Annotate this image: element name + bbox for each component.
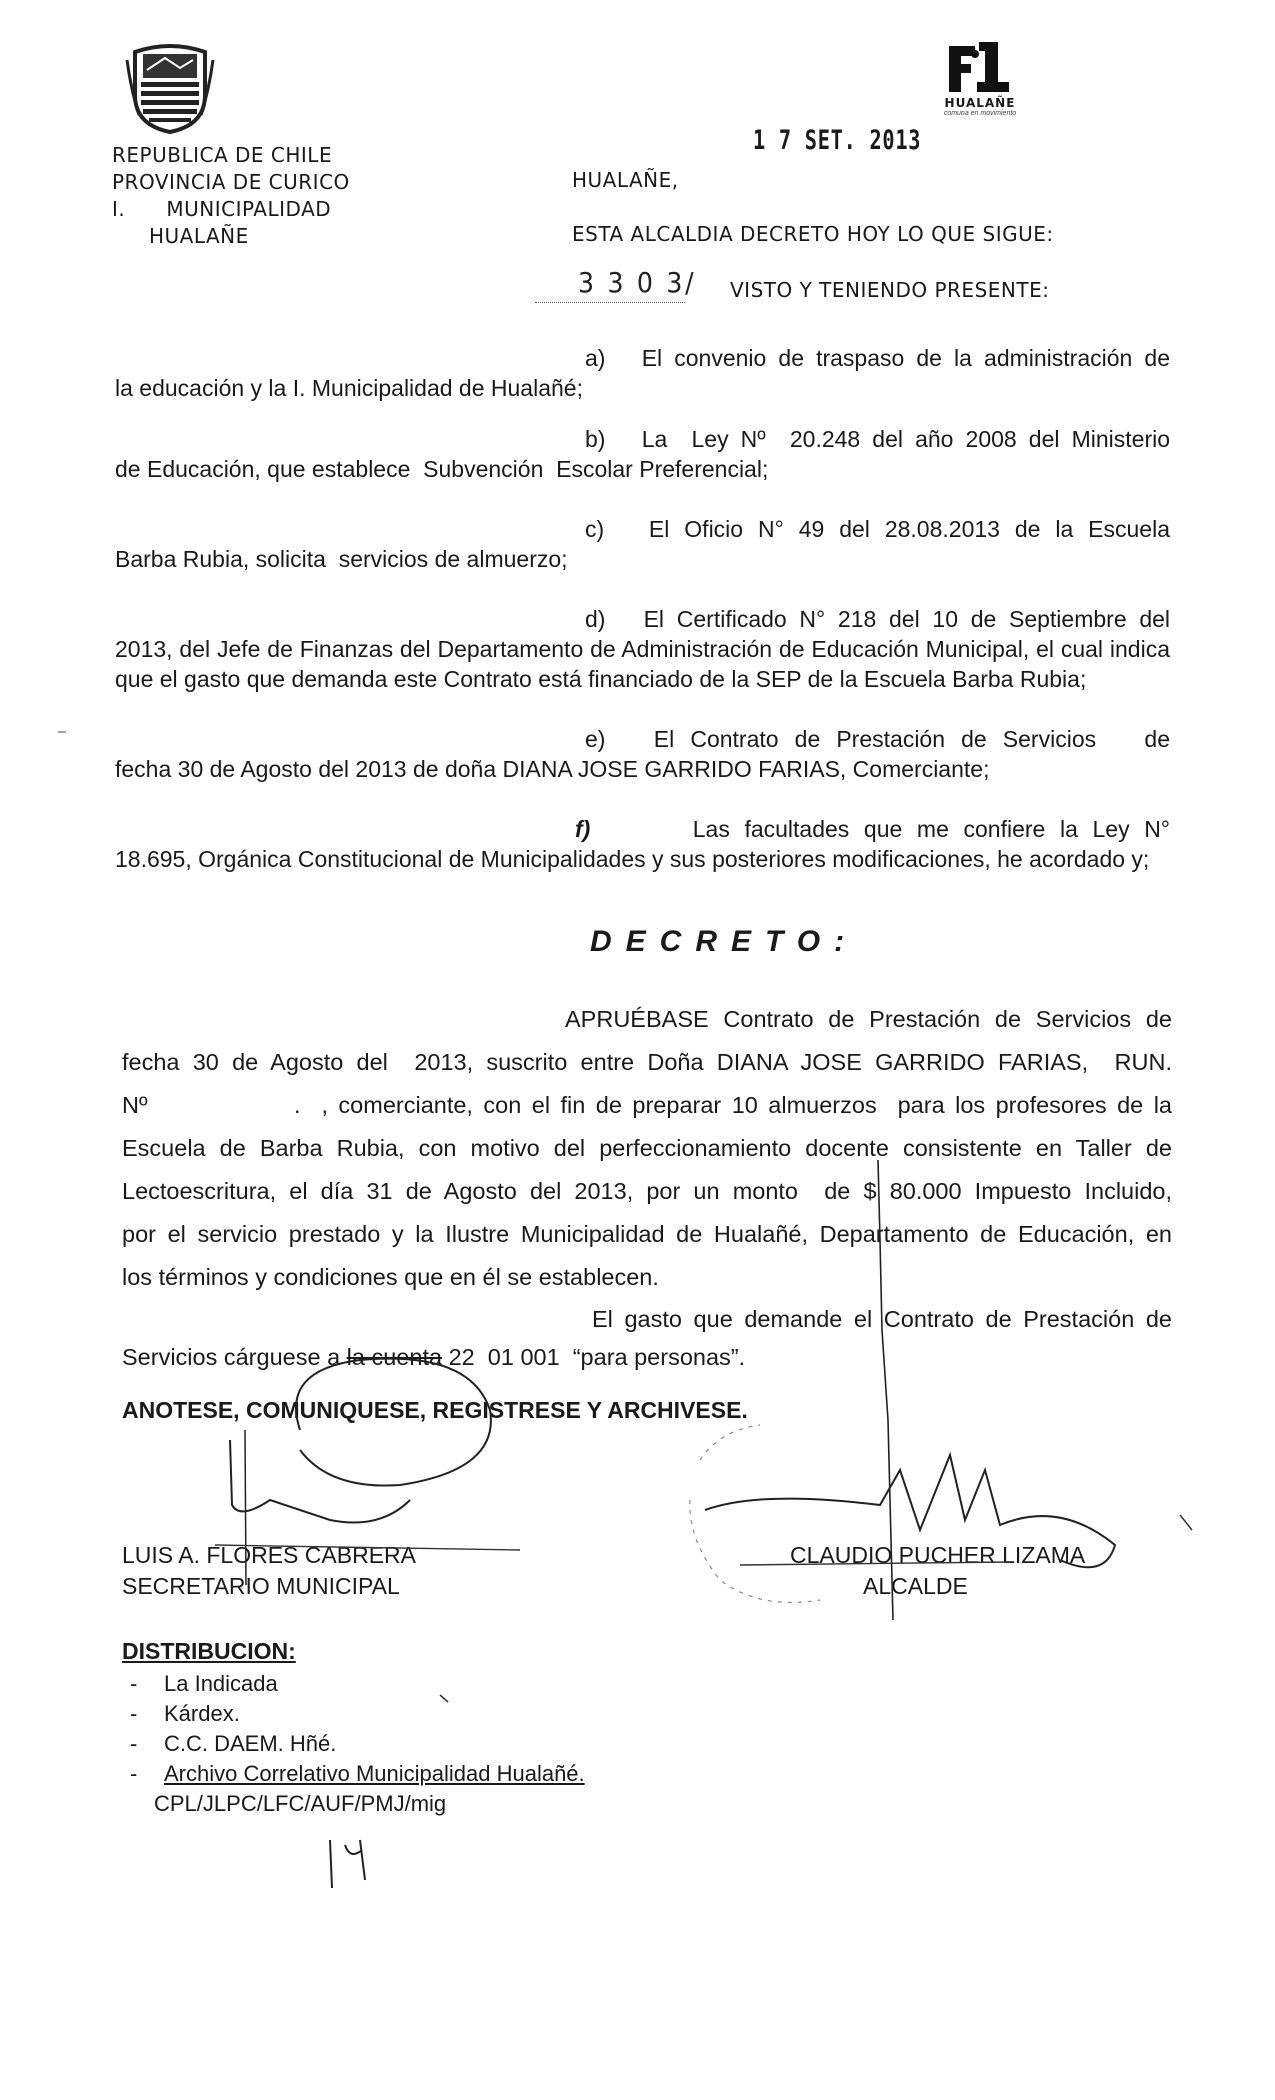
distribution-title: DISTRIBUCION: (122, 1638, 296, 1664)
secretary-name: LUIS A. FLORES CABRERA (122, 1542, 416, 1568)
mayor-title: ALCALDE (863, 1573, 968, 1599)
visto-text-cont: la educación y la I. Municipalidad de Hualañé; (115, 375, 583, 401)
resolution-line: fecha 30 de Agosto del 2013, suscrito entre Doña DIANA JOSE GARRIDO FARIAS, RUN. (122, 1049, 1172, 1075)
resolution-first-line: APRUÉBASE Contrato de Prestación de Servicios de (565, 1006, 1172, 1032)
secretary-title: SECRETARIO MUNICIPAL (122, 1573, 400, 1599)
header-municipality: I. MUNICIPALIDAD (112, 197, 332, 221)
visto-letter: f) (575, 816, 591, 842)
logo-tagline: comuna en movimiento (943, 110, 1017, 117)
visto-letter: a) (585, 345, 606, 371)
initials: CPL/JLPC/LFC/AUF/PMJ/mig (154, 1791, 447, 1816)
visto-text: El Certificado N° 218 del 10 de Septiembre del (643, 606, 1171, 632)
header-province: PROVINCIA DE CURICO (112, 170, 350, 194)
visto-heading: VISTO Y TENIENDO PRESENTE: (730, 278, 1050, 302)
decree-number: 3 3 0 3/ (578, 266, 697, 299)
visto-text-cont: 18.695, Orgánica Constitucional de Municipalidades y sus posteriores modificaciones, he acordado y; (115, 846, 1150, 872)
list-item: - C.C. DAEM. Hñé. (122, 1729, 585, 1759)
secretary-signature (296, 1359, 491, 1486)
header-city: HUALAÑE, (572, 168, 679, 192)
visto-letter: b) (585, 426, 606, 452)
signature-line (740, 1562, 1010, 1565)
pen-line (878, 1160, 893, 1620)
visto-text: El convenio de traspaso de la administración de (641, 345, 1170, 371)
header-country: REPUBLICA DE CHILE (112, 143, 333, 167)
visto-text: La Ley Nº 20.248 del año 2008 del Ministerio (641, 426, 1171, 452)
visto-text: Las facultades que me confiere la Ley N° (692, 816, 1171, 842)
list-item: - Archivo Correlativo Municipalidad Hualañé. (122, 1759, 585, 1789)
date-stamp: 1 7 SET. 2013 (753, 125, 922, 156)
seal-stamp (690, 1425, 820, 1603)
visto-text: El Oficio N° 49 del 28.08.2013 de la Escuela (648, 516, 1170, 542)
visto-text-cont: 2013, del Jefe de Finanzas del Departamento de Administración de Educación Municipal, el cual indica que el gasto que demanda este Contrato está financiado de la SEP de la Escuela Barba Rubia; (115, 636, 1170, 692)
header-commune: HUALAÑE (149, 224, 249, 248)
gasto-first-line: El gasto que demande el Contrato de Prestación de (592, 1306, 1172, 1332)
resolution-line: Escuela de Barba Rubia, con motivo del perfeccionamiento docente consistente en Taller de (122, 1135, 1172, 1161)
secretary-signature-stroke (245, 1430, 246, 1585)
visto-text-cont: fecha 30 de Agosto del 2013 de doña DIANA JOSE GARRIDO FARIAS, Comerciante; (115, 756, 990, 782)
visto-text-cont: Barba Rubia, solicita servicios de almuerzo; (115, 546, 568, 572)
resolution-line: por el servicio prestado y la Ilustre Municipalidad de Hualañé, Departamento de Educación, en (122, 1221, 1172, 1247)
pen-tick (1180, 1515, 1192, 1530)
header-intro: ESTA ALCALDIA DECRETO HOY LO QUE SIGUE: (572, 222, 1054, 246)
resolution-line: los términos y condiciones que en él se establecen. (122, 1264, 659, 1290)
gasto-text: 22 01 001 “para personas”. (442, 1344, 746, 1370)
signature-line (215, 1545, 520, 1550)
visto-letter: d) (585, 606, 606, 632)
handwritten-mark (330, 1840, 365, 1888)
resolution-line: Lectoescritura, el día 31 de Agosto del 2013, por un monto de $ 80.000 Impuesto Incluido, (122, 1178, 1172, 1204)
visto-text: El Contrato de Prestación de Servicios de (653, 726, 1171, 752)
mayor-signature (705, 1455, 1115, 1567)
closing-statement: ANOTESE, COMUNIQUESE, REGISTRESE Y ARCHIVESE. (122, 1397, 748, 1423)
list-item: - Kárdex. (122, 1699, 585, 1729)
gasto-text: Servicios cárguese a (122, 1344, 347, 1370)
decreto-title: DECRETO: (590, 925, 859, 958)
pen-tick (440, 1695, 448, 1702)
secretary-signature-stroke (230, 1440, 410, 1523)
struck-text: la cuenta (346, 1344, 443, 1370)
visto-text-cont: de Educación, que establece Subvención Escolar Preferencial; (115, 456, 769, 482)
visto-letter: c) (585, 516, 605, 542)
list-item: - La Indicada (122, 1669, 585, 1699)
logo-text: HUALAÑE (944, 96, 1016, 110)
visto-letter: e) (585, 726, 606, 752)
mayor-name: CLAUDIO PUCHER LIZAMA (790, 1542, 1086, 1568)
resolution-line: Nº . , comerciante, con el fin de preparar 10 almuerzos para los profesores de la (122, 1092, 1172, 1118)
